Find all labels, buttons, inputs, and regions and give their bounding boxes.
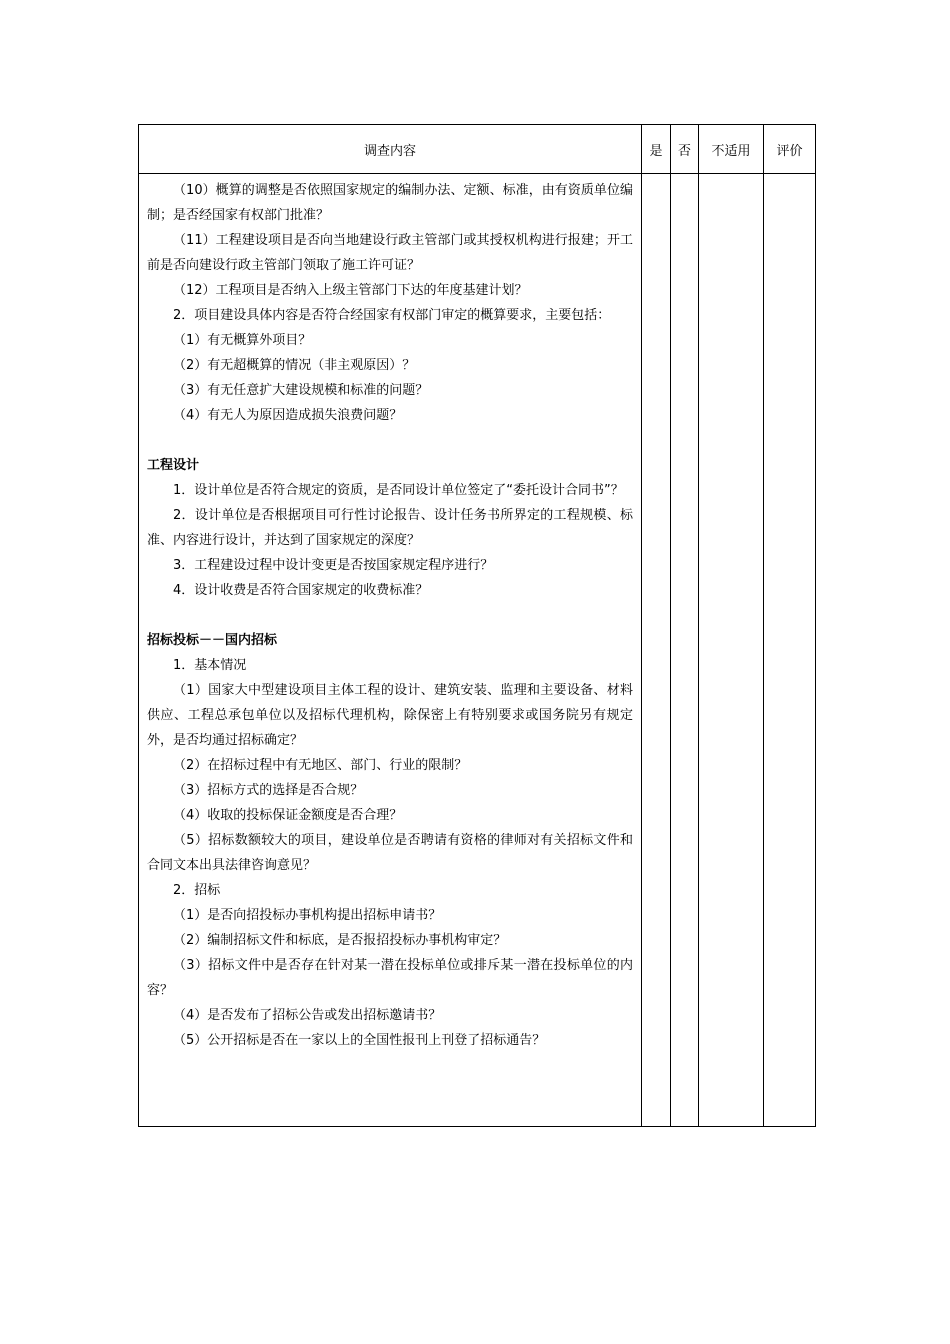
yes-cell[interactable]: [642, 174, 671, 1127]
table-body-row: [139, 174, 816, 1127]
list-item: （2）有无超概算的情况（非主观原因）？: [173, 358, 416, 373]
list-item: （5）招标数额较大的项目，建设单位是否聘请有资格的律师对有关招标文件和合同文本出具法律咨询意见？: [147, 833, 633, 873]
list-item: （5）公开招标是否在一家以上的全国性报刊上刊登了招标通告？: [173, 1033, 546, 1048]
list-item: （1）国家大中型建设项目主体工程的设计、建筑安装、监理和主要设备、材料供应、工程总承包单位以及招标代理机构，除保密上有特别要求或国务院另有规定外，是否均通过招标确定？: [147, 683, 633, 748]
content-cell: [139, 174, 642, 1127]
list-item: 4．设计收费是否符合国家规定的收费标准？: [173, 583, 429, 598]
not-applicable-cell[interactable]: [699, 174, 764, 1127]
list-item: （4）是否发布了招标公告或发出招标邀请书？: [173, 1008, 442, 1023]
survey-table: [138, 124, 816, 1127]
list-item: （12）工程项目是否纳入上级主管部门下达的年度基建计划？: [173, 283, 528, 298]
section-heading: 招标投标－－国内招标: [147, 633, 278, 648]
content-paragraphs: [139, 174, 641, 1053]
table-header-row: [139, 125, 816, 174]
header-content: 调查内容: [139, 125, 642, 174]
list-item: （1）是否向招投标办事机构提出招标申请书？: [173, 908, 442, 923]
header-yes: 是: [642, 125, 671, 174]
list-item: （2）在招标过程中有无地区、部门、行业的限制？: [173, 758, 468, 773]
list-item: （2）编制招标文件和标底，是否报招投标办事机构审定？: [173, 933, 507, 948]
header-no: 否: [671, 125, 699, 174]
evaluation-cell[interactable]: [764, 174, 816, 1127]
list-item: （3）有无任意扩大建设规模和标准的问题？: [173, 383, 429, 398]
header-evaluation: 评价: [764, 125, 816, 174]
list-item: （1）有无概算外项目？: [173, 333, 312, 348]
list-item: 1．基本情况: [173, 658, 247, 673]
list-item: 2．招标: [173, 883, 221, 898]
header-not-applicable: 不适用: [699, 125, 764, 174]
section-heading: 工程设计: [147, 458, 200, 473]
list-item: （11）工程建设项目是否向当地建设行政主管部门或其授权机构进行报建；开工前是否向建设行政主管部门领取了施工许可证？: [147, 233, 633, 273]
list-item: 3．工程建设过程中设计变更是否按国家规定程序进行？: [173, 558, 494, 573]
list-item: （3）招标文件中是否存在针对某一潜在投标单位或排斥某一潜在投标单位的内容？: [147, 958, 633, 998]
list-item: （3）招标方式的选择是否合规？: [173, 783, 364, 798]
list-item: 1．设计单位是否符合规定的资质，是否同设计单位签定了“委托设计合同书”？: [173, 483, 624, 498]
list-item: 2．项目建设具体内容是否符合经国家有权部门审定的概算要求，主要包括：: [173, 308, 611, 323]
list-item: （4）有无人为原因造成损失浪费问题？: [173, 408, 403, 423]
list-item: （10）概算的调整是否依照国家规定的编制办法、定额、标准，由有资质单位编制；是否经国家有权部门批准？: [147, 183, 633, 223]
list-item: （4）收取的投标保证金额度是否合理？: [173, 808, 403, 823]
no-cell[interactable]: [671, 174, 699, 1127]
list-item: 2．设计单位是否根据项目可行性讨论报告、设计任务书所界定的工程规模、标准、内容进行设计，并达到了国家规定的深度？: [147, 508, 633, 548]
